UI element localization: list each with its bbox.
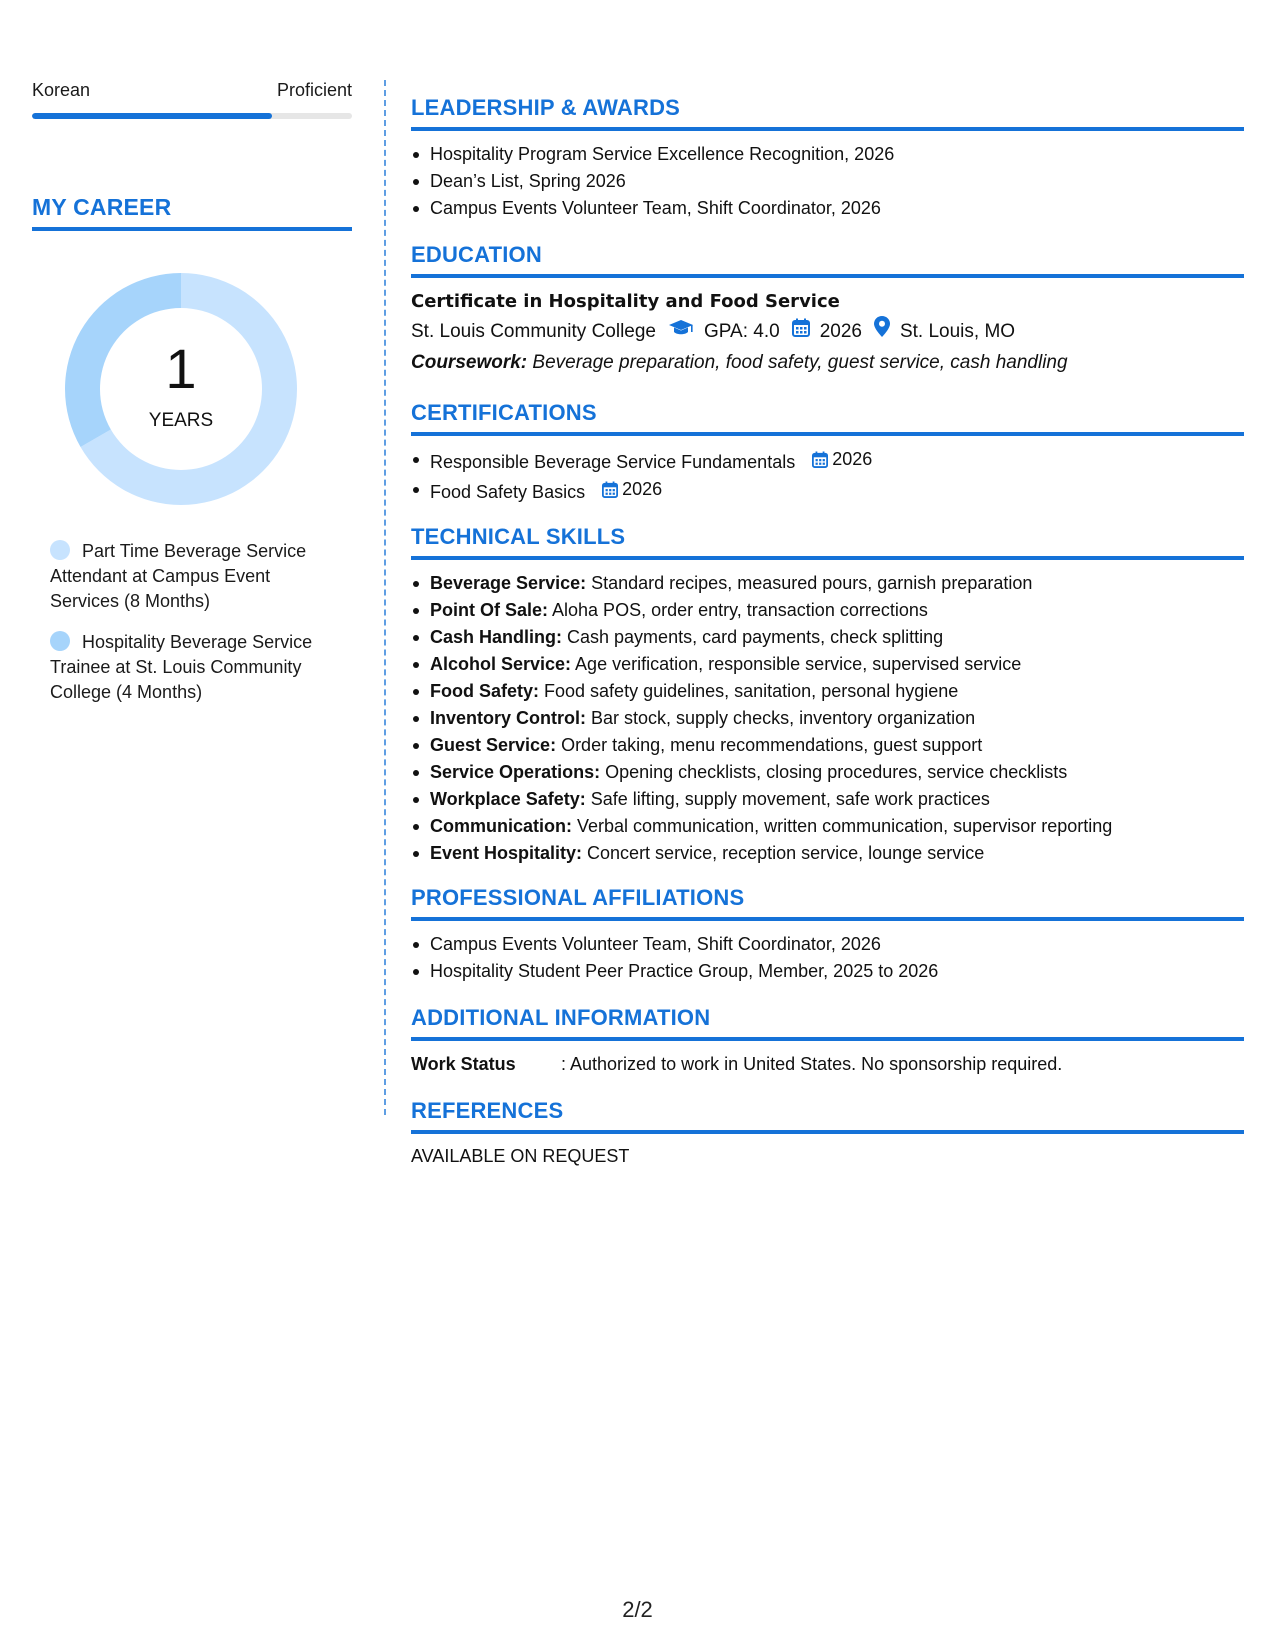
skill-text: Order taking, menu recommendations, guest support: [556, 735, 983, 755]
section-title: REFERENCES: [411, 1098, 564, 1123]
language-proficiency-bar: [32, 113, 352, 119]
skill-label: Inventory Control:: [430, 708, 586, 728]
section-rule: [411, 274, 1244, 278]
certifications-list: [411, 446, 1244, 506]
skill-item: [411, 678, 1244, 705]
skill-item: [411, 651, 1244, 678]
skill-item: [411, 786, 1244, 813]
work-status-value: : Authorized to work in United States. No sponsorship required.: [561, 1054, 1063, 1074]
work-status-row: [411, 1051, 1244, 1078]
career-heading: MY CAREER: [32, 194, 172, 220]
skill-label: Service Operations:: [430, 762, 601, 782]
education-coursework: [411, 347, 1244, 378]
additional-information-section: [411, 1005, 1244, 1078]
coursework-text: Beverage preparation, food safety, guest service, cash handling: [527, 352, 1068, 373]
skill-text: Opening checklists, closing procedures, service checklists: [600, 762, 1068, 782]
skill-item: [411, 732, 1244, 759]
column-divider: [384, 80, 386, 1115]
career-item: [50, 539, 340, 614]
education-meta: [411, 316, 1244, 347]
certification-date: [602, 476, 662, 503]
skills-list: [411, 570, 1244, 867]
skill-text: Bar stock, supply checks, inventory organization: [586, 708, 976, 728]
skill-label: Cash Handling:: [430, 627, 563, 647]
skill-text: Safe lifting, supply movement, safe work practices: [585, 789, 990, 809]
list-item: Hospitality Program Service Excellence Recognition, 2026: [411, 141, 1244, 168]
calendar-icon: [812, 451, 828, 468]
career-years-unit: YEARS: [148, 410, 214, 431]
section-title: LEADERSHIP & AWARDS: [411, 95, 681, 120]
education-gpa: GPA: 4.0: [704, 321, 780, 342]
certifications-section: [411, 400, 1244, 506]
language-level: Proficient: [276, 80, 352, 100]
career-item-text: Part Time Beverage Service Attendant at Campus Event Services (8 Months): [50, 541, 307, 611]
list-item: Campus Events Volunteer Team, Shift Coordinator, 2026: [411, 931, 1244, 958]
certification-item: [411, 446, 1244, 476]
skill-label: Guest Service:: [430, 735, 557, 755]
references-text: AVAILABLE ON REQUEST: [411, 1146, 630, 1166]
location-pin-icon: [874, 316, 890, 347]
list-item: Hospitality Student Peer Practice Group, Member, 2025 to 2026: [411, 958, 1244, 985]
left-column: [32, 80, 352, 721]
work-status-label: Work Status: [411, 1054, 516, 1074]
certification-year: 2026: [832, 449, 873, 469]
affiliations-section: [411, 885, 1244, 985]
education-location: St. Louis, MO: [899, 321, 1016, 342]
skill-item: [411, 570, 1244, 597]
skill-text: Food safety guidelines, sanitation, personal hygiene: [539, 681, 959, 701]
skill-text: Standard recipes, measured pours, garnish preparation: [586, 573, 1033, 593]
calendar-icon: [602, 481, 618, 498]
skill-text: Age verification, responsible service, supervised service: [571, 654, 1022, 674]
certification-name: Food Safety Basics: [430, 482, 586, 502]
career-legend-dot: [50, 540, 70, 560]
section-title: TECHNICAL SKILLS: [411, 524, 626, 549]
skill-item: [411, 840, 1244, 867]
skill-label: Point Of Sale:: [430, 600, 549, 620]
career-item: [50, 630, 340, 705]
skill-text: Verbal communication, written communication, supervisor reporting: [572, 816, 1113, 836]
section-rule: [411, 556, 1244, 560]
references-section: [411, 1098, 1244, 1167]
section-rule: [411, 917, 1244, 921]
education-school: St. Louis Community College: [411, 321, 656, 342]
education-year: 2026: [819, 321, 862, 342]
skill-item: [411, 705, 1244, 732]
skill-item: [411, 759, 1244, 786]
skill-item: [411, 813, 1244, 840]
section-rule: [411, 1130, 1244, 1134]
leadership-section: [411, 95, 1244, 222]
leadership-list: [411, 141, 1244, 222]
certification-date: [812, 446, 872, 473]
career-heading-rule: [32, 227, 352, 231]
skill-text: Cash payments, card payments, check splitting: [562, 627, 944, 647]
skill-label: Workplace Safety:: [430, 789, 586, 809]
education-section: [411, 242, 1244, 378]
skill-item: [411, 624, 1244, 651]
skill-label: Beverage Service:: [430, 573, 587, 593]
section-title: ADDITIONAL INFORMATION: [411, 1005, 711, 1030]
technical-skills-section: [411, 524, 1244, 867]
language-proficiency-fill: [32, 113, 272, 119]
coursework-label: Coursework:: [411, 352, 528, 373]
career-list: [50, 539, 340, 705]
section-title: CERTIFICATIONS: [411, 400, 597, 425]
certification-name: Responsible Beverage Service Fundamentals: [430, 452, 796, 472]
list-item: Dean’s List, Spring 2026: [411, 168, 1244, 195]
career-item-text: Hospitality Beverage Service Trainee at St. Louis Community College (4 Months): [50, 632, 313, 702]
section-title: PROFESSIONAL AFFILIATIONS: [411, 885, 745, 910]
career-donut-chart: [65, 273, 297, 505]
language-row: [32, 80, 352, 101]
skill-text: Aloha POS, order entry, transaction corrections: [548, 600, 928, 620]
skill-item: [411, 597, 1244, 624]
section-rule: [411, 127, 1244, 131]
certification-year: 2026: [622, 479, 663, 499]
affiliations-list: [411, 931, 1244, 985]
calendar-icon: [792, 316, 810, 347]
graduation-cap-icon: [668, 316, 694, 347]
skill-text: Concert service, reception service, lounge service: [582, 843, 985, 863]
skill-label: Communication:: [430, 816, 572, 836]
certification-item: [411, 476, 1244, 506]
career-years-number: 1: [165, 337, 197, 400]
right-column: [411, 95, 1244, 1187]
page-number: 2/2: [622, 1597, 653, 1622]
list-item: Campus Events Volunteer Team, Shift Coordinator, 2026: [411, 195, 1244, 222]
section-title: EDUCATION: [411, 242, 542, 267]
career-legend-dot: [50, 631, 70, 651]
skill-label: Alcohol Service:: [430, 654, 572, 674]
education-degree: Certificate in Hospitality and Food Service: [411, 291, 840, 312]
skill-label: Event Hospitality:: [430, 843, 583, 863]
skill-label: Food Safety:: [430, 681, 540, 701]
section-rule: [411, 432, 1244, 436]
section-rule: [411, 1037, 1244, 1041]
language-name: Korean: [32, 80, 91, 100]
